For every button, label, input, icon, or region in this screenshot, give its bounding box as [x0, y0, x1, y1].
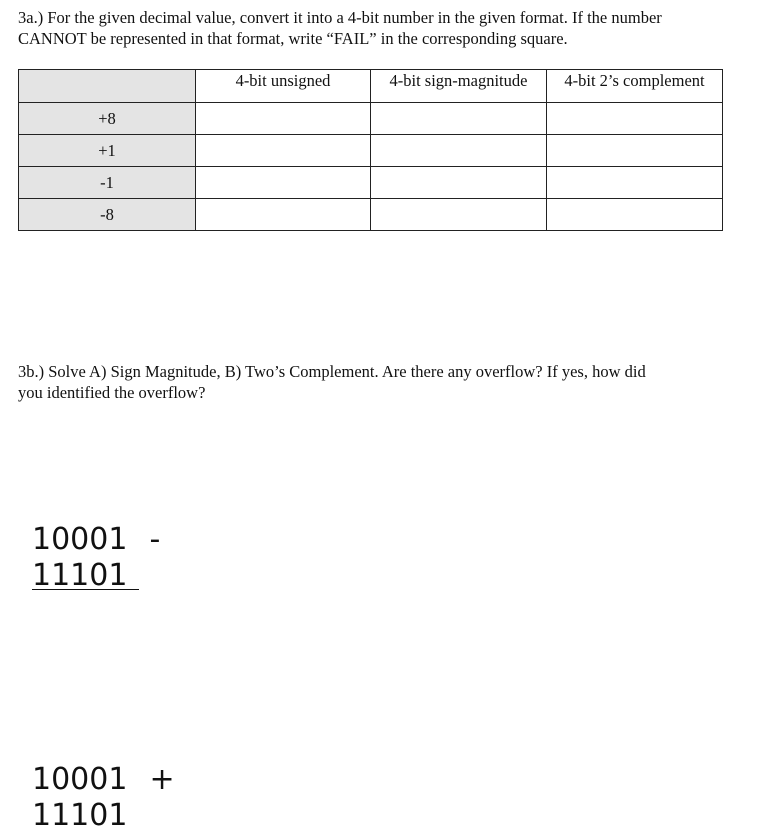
question-3a-line1: 3a.) For the given decimal value, convert it into a 4-bit number in the given format. If the number: [18, 8, 662, 27]
answer-cell-sign-magnitude-minus1[interactable]: [371, 167, 547, 199]
problem-a-operator: -: [149, 522, 161, 557]
answer-cell-unsigned-minus8[interactable]: [196, 199, 371, 231]
problem-a-operand1: 10001: [32, 522, 128, 557]
problem-b-operand2: 11101: [32, 798, 128, 833]
problem-a-operand2: 11101: [32, 558, 128, 593]
question-3a-line2: CANNOT be represented in that format, write “FAIL” in the corresponding square.: [18, 29, 568, 48]
row-label-plus1: +1: [19, 135, 196, 167]
answer-cell-twos-complement-minus1[interactable]: [547, 167, 723, 199]
answer-cell-unsigned-minus1[interactable]: [196, 167, 371, 199]
header-sign-magnitude: 4-bit sign-magnitude: [371, 70, 547, 103]
table-row: [19, 135, 723, 167]
answer-cell-twos-complement-plus1[interactable]: [547, 135, 723, 167]
table-row: [19, 199, 723, 231]
row-label-minus1: -1: [19, 167, 196, 199]
answer-cell-unsigned-plus8[interactable]: [196, 103, 371, 135]
table-row: [19, 103, 723, 135]
problem-a-operand1-line: [32, 522, 160, 558]
answer-cell-twos-complement-minus8[interactable]: [547, 199, 723, 231]
answer-cell-unsigned-plus1[interactable]: [196, 135, 371, 167]
header-unsigned: 4-bit unsigned: [196, 70, 371, 103]
problem-b-operator: +: [149, 762, 175, 797]
answer-cell-sign-magnitude-minus8[interactable]: [371, 199, 547, 231]
problem-a-underline: [32, 589, 139, 590]
answer-cell-twos-complement-plus8[interactable]: [547, 103, 723, 135]
problem-b-operand1-line: [32, 762, 175, 798]
table-header-row: [19, 70, 723, 103]
answer-cell-sign-magnitude-plus8[interactable]: [371, 103, 547, 135]
row-label-plus8: +8: [19, 103, 196, 135]
conversion-table: [18, 69, 723, 231]
row-label-minus8: -8: [19, 199, 196, 231]
question-3b-line2: you identified the overflow?: [18, 383, 206, 402]
answer-cell-sign-magnitude-plus1[interactable]: [371, 135, 547, 167]
header-corner-cell: [19, 70, 196, 103]
table-row: [19, 167, 723, 199]
header-twos-complement: 4-bit 2’s complement: [547, 70, 723, 103]
question-3a-text: [18, 7, 748, 49]
question-3b-text: [18, 361, 748, 403]
question-3b-line1: 3b.) Solve A) Sign Magnitude, B) Two’s Complement. Are there any overflow? If yes, how did: [18, 362, 646, 381]
problem-b-operand1: 10001: [32, 762, 128, 797]
